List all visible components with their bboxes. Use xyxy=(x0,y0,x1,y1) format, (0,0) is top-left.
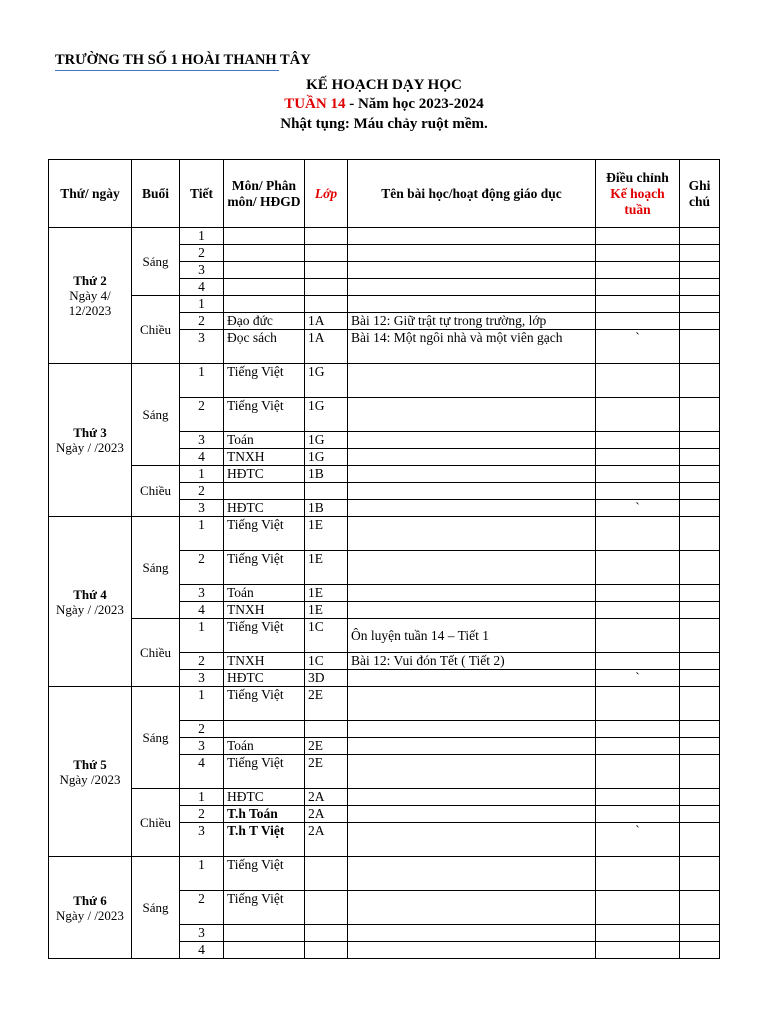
subject-cell: Toán xyxy=(224,738,305,755)
note-cell xyxy=(680,279,720,296)
period-cell: 3 xyxy=(180,500,224,517)
period-cell: 1 xyxy=(180,517,224,551)
class-cell xyxy=(305,857,348,891)
table-row xyxy=(49,687,720,721)
header-row xyxy=(49,160,720,228)
subject-cell: Tiếng Việt xyxy=(224,891,305,925)
note-cell xyxy=(680,228,720,245)
table-row xyxy=(49,296,720,313)
day-date: Ngày 4/ 12/2023 xyxy=(68,288,112,318)
lesson-cell xyxy=(348,857,596,891)
note-cell xyxy=(680,602,720,619)
adjust-cell xyxy=(596,245,680,262)
day-name: Thứ 5 xyxy=(73,756,107,772)
subject-cell: HĐTC xyxy=(224,500,305,517)
lesson-cell xyxy=(348,500,596,517)
period-cell: 4 xyxy=(180,942,224,959)
period-cell: 3 xyxy=(180,330,224,364)
schedule-body xyxy=(49,228,720,959)
period-cell: 4 xyxy=(180,755,224,789)
subject-cell: TNXH xyxy=(224,653,305,670)
period-cell: 3 xyxy=(180,585,224,602)
class-cell xyxy=(305,228,348,245)
period-cell: 2 xyxy=(180,245,224,262)
subject-cell xyxy=(224,942,305,959)
subject-cell: Tiếng Việt xyxy=(224,398,305,432)
adjust-cell xyxy=(596,398,680,432)
adjust-cell: ` xyxy=(596,330,680,364)
class-cell xyxy=(305,296,348,313)
lesson-cell xyxy=(348,296,596,313)
table-row xyxy=(49,466,720,483)
session-cell: Chiều xyxy=(132,619,180,687)
class-cell: 1G xyxy=(305,449,348,466)
session-cell: Sáng xyxy=(132,517,180,619)
day-cell xyxy=(49,857,132,959)
day-cell xyxy=(49,228,132,364)
period-cell: 3 xyxy=(180,432,224,449)
class-cell: 1A xyxy=(305,313,348,330)
week-line xyxy=(0,96,768,113)
adjust-cell xyxy=(596,585,680,602)
class-cell: 1G xyxy=(305,364,348,398)
lesson-cell xyxy=(348,687,596,721)
lesson-cell xyxy=(348,483,596,500)
day-cell xyxy=(49,364,132,517)
subject-cell: T.h T Việt xyxy=(224,823,305,857)
note-cell xyxy=(680,857,720,891)
period-cell: 1 xyxy=(180,364,224,398)
class-cell: 1G xyxy=(305,398,348,432)
adjust-cell xyxy=(596,483,680,500)
lesson-cell xyxy=(348,364,596,398)
subject-cell: Toán xyxy=(224,432,305,449)
adjust-cell xyxy=(596,721,680,738)
header-period: Tiết xyxy=(180,160,224,228)
table-row xyxy=(49,228,720,245)
lesson-cell xyxy=(348,245,596,262)
lesson-cell xyxy=(348,602,596,619)
lesson-cell: Bài 14: Một ngôi nhà và một viên gạch xyxy=(348,330,596,364)
table-row xyxy=(49,364,720,398)
lesson-cell xyxy=(348,942,596,959)
class-cell: 1A xyxy=(305,330,348,364)
adjust-cell xyxy=(596,891,680,925)
school-name: TRƯỜNG TH SỐ 1 HOÀI THANH TÂY xyxy=(55,52,311,68)
session-cell: Sáng xyxy=(132,687,180,789)
period-cell: 3 xyxy=(180,738,224,755)
note-cell xyxy=(680,432,720,449)
note-cell xyxy=(680,942,720,959)
table-row xyxy=(49,619,720,653)
adjust-cell xyxy=(596,296,680,313)
class-cell: 1C xyxy=(305,653,348,670)
period-cell: 2 xyxy=(180,483,224,500)
subject-cell: Tiếng Việt xyxy=(224,517,305,551)
subject-cell xyxy=(224,483,305,500)
lesson-cell: Bài 12: Vui đón Tết ( Tiết 2) xyxy=(348,653,596,670)
subject-cell: Toán xyxy=(224,585,305,602)
period-cell: 4 xyxy=(180,602,224,619)
lesson-cell xyxy=(348,228,596,245)
period-cell: 1 xyxy=(180,228,224,245)
subject-cell: HĐTC xyxy=(224,789,305,806)
period-cell: 1 xyxy=(180,296,224,313)
adjust-cell xyxy=(596,619,680,653)
adjust-cell xyxy=(596,432,680,449)
class-cell: 3D xyxy=(305,670,348,687)
lesson-cell xyxy=(348,670,596,687)
subject-cell: HĐTC xyxy=(224,670,305,687)
lesson-cell xyxy=(348,466,596,483)
adjust-cell xyxy=(596,602,680,619)
adjust-cell: ` xyxy=(596,670,680,687)
note-cell xyxy=(680,823,720,857)
session-cell: Sáng xyxy=(132,364,180,466)
class-cell: 2E xyxy=(305,738,348,755)
period-cell: 4 xyxy=(180,449,224,466)
period-cell: 2 xyxy=(180,551,224,585)
lesson-cell xyxy=(348,585,596,602)
class-cell xyxy=(305,891,348,925)
adjust-cell xyxy=(596,789,680,806)
class-cell: 2A xyxy=(305,823,348,857)
day-date: Ngày / /2023 xyxy=(56,907,124,923)
note-cell xyxy=(680,245,720,262)
note-cell xyxy=(680,925,720,942)
day-name: Thứ 3 xyxy=(73,425,107,440)
class-cell xyxy=(305,483,348,500)
adjust-cell xyxy=(596,857,680,891)
header-adjust-red: Kế hoạch tuần xyxy=(610,185,665,217)
lesson-cell xyxy=(348,755,596,789)
class-cell xyxy=(305,279,348,296)
motto: Nhật tụng: Máu chảy ruột mềm. xyxy=(280,116,488,132)
note-cell xyxy=(680,364,720,398)
class-cell xyxy=(305,245,348,262)
period-cell: 1 xyxy=(180,619,224,653)
lesson-cell: Bài 12: Giữ trật tự trong trường, lớp xyxy=(348,313,596,330)
lesson-cell xyxy=(348,279,596,296)
class-cell xyxy=(305,925,348,942)
adjust-cell xyxy=(596,738,680,755)
class-cell: 1B xyxy=(305,500,348,517)
subject-cell: TNXH xyxy=(224,602,305,619)
lesson-cell xyxy=(348,806,596,823)
adjust-cell xyxy=(596,228,680,245)
class-cell: 1E xyxy=(305,602,348,619)
class-cell: 2A xyxy=(305,806,348,823)
lesson-cell xyxy=(348,551,596,585)
adjust-cell: ` xyxy=(596,823,680,857)
day-name: Thứ 2 xyxy=(73,273,107,288)
note-cell xyxy=(680,738,720,755)
note-cell xyxy=(680,483,720,500)
class-cell: 1E xyxy=(305,551,348,585)
note-cell xyxy=(680,670,720,687)
lesson-cell xyxy=(348,449,596,466)
class-cell xyxy=(305,942,348,959)
class-cell: 1C xyxy=(305,619,348,653)
header-subject: Môn/ Phân môn/ HĐGD xyxy=(224,160,305,228)
subject-cell xyxy=(224,279,305,296)
subject-cell: TNXH xyxy=(224,449,305,466)
note-cell xyxy=(680,806,720,823)
note-cell xyxy=(680,296,720,313)
header-session: Buổi xyxy=(132,160,180,228)
adjust-cell xyxy=(596,449,680,466)
class-cell: 1G xyxy=(305,432,348,449)
adjust-cell xyxy=(596,262,680,279)
adjust-cell xyxy=(596,687,680,721)
note-cell xyxy=(680,585,720,602)
subject-cell xyxy=(224,262,305,279)
year-label: - Năm học 2023-2024 xyxy=(345,96,484,112)
adjust-cell xyxy=(596,942,680,959)
subject-cell: Tiếng Việt xyxy=(224,619,305,653)
session-cell: Sáng xyxy=(132,857,180,959)
header-adjust xyxy=(596,160,680,228)
note-cell xyxy=(680,687,720,721)
note-cell xyxy=(680,619,720,653)
period-cell: 1 xyxy=(180,789,224,806)
class-cell: 2E xyxy=(305,687,348,721)
adjust-cell xyxy=(596,364,680,398)
period-cell: 3 xyxy=(180,823,224,857)
subject-cell: Tiếng Việt xyxy=(224,551,305,585)
header-class: Lớp xyxy=(305,160,348,228)
lesson-cell xyxy=(348,789,596,806)
adjust-cell xyxy=(596,653,680,670)
class-cell: 1E xyxy=(305,517,348,551)
class-cell: 1E xyxy=(305,585,348,602)
period-cell: 2 xyxy=(180,721,224,738)
class-cell xyxy=(305,262,348,279)
schedule-table xyxy=(48,159,720,959)
subject-cell: Đạo đức xyxy=(224,313,305,330)
session-cell: Sáng xyxy=(132,228,180,296)
period-cell: 2 xyxy=(180,653,224,670)
subject-cell: T.h Toán xyxy=(224,806,305,823)
session-cell: Chiều xyxy=(132,789,180,857)
table-row xyxy=(49,857,720,891)
class-cell: 2A xyxy=(305,789,348,806)
period-cell: 2 xyxy=(180,806,224,823)
week-label: TUẦN 14 xyxy=(284,96,346,112)
subject-cell xyxy=(224,228,305,245)
adjust-cell xyxy=(596,925,680,942)
period-cell: 3 xyxy=(180,670,224,687)
note-cell xyxy=(680,721,720,738)
lesson-cell xyxy=(348,432,596,449)
header-note: Ghi chú xyxy=(680,160,720,228)
lesson-cell xyxy=(348,925,596,942)
day-cell xyxy=(49,517,132,687)
class-cell: 2E xyxy=(305,755,348,789)
day-cell xyxy=(49,687,132,857)
lesson-cell xyxy=(348,823,596,857)
period-cell: 2 xyxy=(180,313,224,330)
school-underline xyxy=(55,70,279,71)
period-cell: 4 xyxy=(180,279,224,296)
adjust-cell xyxy=(596,466,680,483)
subject-cell: Tiếng Việt xyxy=(224,755,305,789)
adjust-cell xyxy=(596,551,680,585)
lesson-cell xyxy=(348,721,596,738)
day-date: Ngày / /2023 xyxy=(56,601,124,617)
adjust-cell xyxy=(596,279,680,296)
note-cell xyxy=(680,466,720,483)
subject-cell: Tiếng Việt xyxy=(224,687,305,721)
adjust-cell xyxy=(596,806,680,823)
adjust-cell xyxy=(596,517,680,551)
note-cell xyxy=(680,313,720,330)
subject-cell: HĐTC xyxy=(224,466,305,483)
day-name: Thứ 6 xyxy=(73,892,107,908)
day-date: Ngày / /2023 xyxy=(56,440,124,455)
subject-cell xyxy=(224,721,305,738)
class-cell: 1B xyxy=(305,466,348,483)
subject-cell: Tiếng Việt xyxy=(224,857,305,891)
note-cell xyxy=(680,262,720,279)
note-cell xyxy=(680,789,720,806)
note-cell xyxy=(680,330,720,364)
adjust-cell xyxy=(596,313,680,330)
period-cell: 2 xyxy=(180,398,224,432)
subject-cell xyxy=(224,925,305,942)
session-cell: Chiều xyxy=(132,296,180,364)
subject-cell xyxy=(224,245,305,262)
session-cell: Chiều xyxy=(132,466,180,517)
note-cell xyxy=(680,891,720,925)
table-row xyxy=(49,789,720,806)
lesson-cell xyxy=(348,262,596,279)
note-cell xyxy=(680,398,720,432)
note-cell xyxy=(680,653,720,670)
class-cell xyxy=(305,721,348,738)
lesson-cell xyxy=(348,398,596,432)
page-title: KẾ HOẠCH DẠY HỌC xyxy=(306,77,462,93)
period-cell: 1 xyxy=(180,687,224,721)
subject-cell xyxy=(224,296,305,313)
note-cell xyxy=(680,500,720,517)
header-lesson: Tên bài học/hoạt động giáo dục xyxy=(348,160,596,228)
period-cell: 1 xyxy=(180,466,224,483)
note-cell xyxy=(680,755,720,789)
header-day: Thứ/ ngày xyxy=(49,160,132,228)
day-date: Ngày /2023 xyxy=(59,771,121,787)
lesson-cell xyxy=(348,891,596,925)
note-cell xyxy=(680,551,720,585)
table-row xyxy=(49,517,720,551)
lesson-cell xyxy=(348,738,596,755)
period-cell: 3 xyxy=(180,262,224,279)
note-cell xyxy=(680,517,720,551)
period-cell: 2 xyxy=(180,891,224,925)
lesson-cell xyxy=(348,517,596,551)
subject-cell: Đọc sách xyxy=(224,330,305,364)
period-cell: 3 xyxy=(180,925,224,942)
header-adjust-top: Điều chỉnh xyxy=(606,169,669,185)
day-name: Thứ 4 xyxy=(73,586,107,602)
lesson-cell: Ôn luyện tuần 14 – Tiết 1 xyxy=(348,619,596,653)
subject-cell: Tiếng Việt xyxy=(224,364,305,398)
note-cell xyxy=(680,449,720,466)
adjust-cell xyxy=(596,755,680,789)
period-cell: 1 xyxy=(180,857,224,891)
adjust-cell: ` xyxy=(596,500,680,517)
